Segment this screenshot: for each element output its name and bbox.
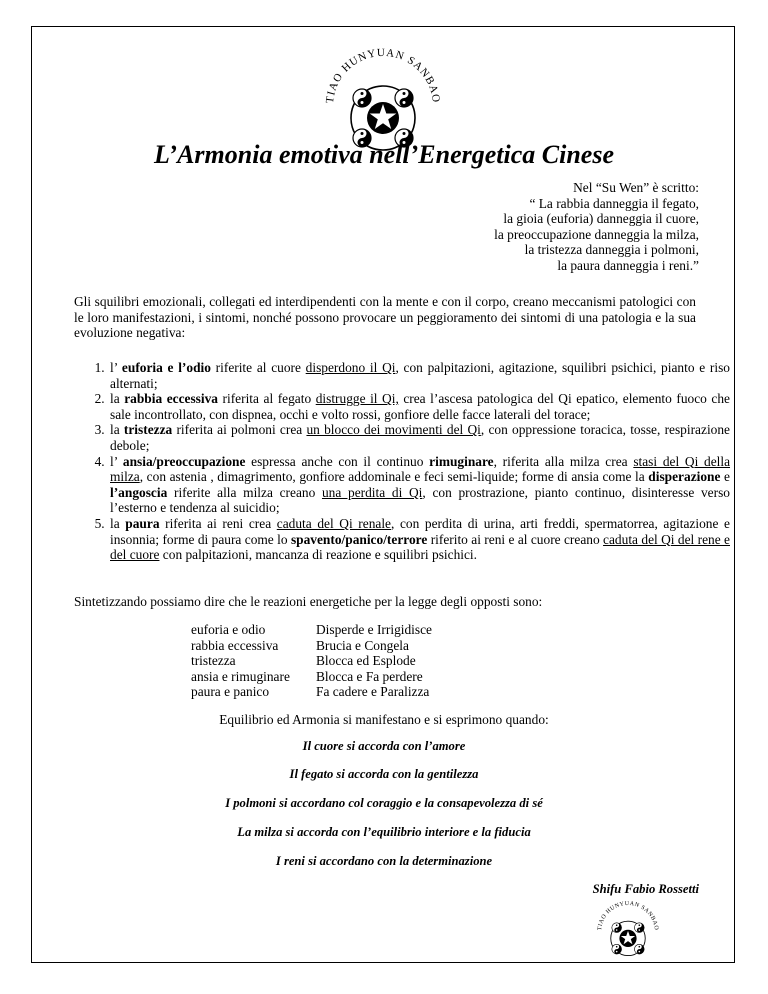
qi-effect: un blocco dei movimenti del Qi (306, 422, 481, 438)
table-row (191, 669, 432, 685)
maxim-heart: Il cuore si accorda con l’amore (302, 739, 466, 753)
quote-line: la paura danneggia i reni.” (557, 257, 699, 273)
list-text: la (110, 422, 124, 438)
emotion-term: disperazione (648, 469, 721, 485)
list-text: , con astenia , dimagrimento, gonfiore addominale e feci semi-liquide; forme di ansia come la (139, 469, 649, 485)
emotion-cell: euforia e odio (191, 622, 266, 637)
logo-text-path: TIAO HUNYUAN SANBAO (323, 46, 443, 104)
list-text: crea l’ascesa patologica del Qi epatico, elemento fuoco che sale incontrollato, con dispnea, occhi e volto rossi, gonfiore delle facce laterali del torace; (110, 391, 730, 422)
maxim-liver: Il fegato si accorda con la gentilezza (289, 767, 479, 781)
qi-effect: caduta del Qi del rene e del cuore (110, 531, 730, 563)
opposites-table (191, 622, 432, 700)
effect-cell: Blocca ed Esplode (316, 653, 416, 669)
emotion-term: ansia/preoccupazione (122, 453, 246, 469)
maxim-spleen: La milza si accorda con l’equilibrio interiore e la fiducia (237, 825, 531, 839)
emotion-cell: rabbia eccessiva (191, 637, 279, 653)
maxim-lungs: I polmoni si accordano col coraggio e la consapevolezza di sé (225, 796, 543, 810)
qi-effect: una perdita di Qi (321, 484, 423, 500)
emotion-term: tristezza (123, 422, 173, 438)
list-text: riferite al cuore (210, 360, 306, 375)
list-text: la (110, 391, 125, 407)
quote-line: “ La rabbia danneggia il fegato, (529, 195, 699, 211)
effect-cell: Brucia e Congela (316, 637, 409, 653)
logo-text-path-small: TIAO HUNYUAN SANBAO (597, 900, 659, 931)
emotion-term: rabbia eccessiva (124, 391, 218, 407)
table-row (191, 653, 432, 669)
school-logo (318, 36, 448, 154)
yin-yang-icon (395, 89, 413, 107)
list-text: l’ (110, 360, 122, 375)
su-wen-quote (494, 180, 699, 274)
effect-cell: Blocca e Fa perdere (316, 668, 423, 684)
list-item (108, 454, 730, 516)
quote-line: la gioia (euforia) danneggia il cuore, (503, 211, 699, 227)
list-item (108, 516, 730, 563)
intro-paragraph: Gli squilibri emozionali, collegati ed interdipendenti con la mente e con il corpo, creano meccanismi patologici con le loro manifestazioni, i sintomi, nonché possono provocare un peggioramento dei sintomi di una patologia e la sua evoluzione negativa: (74, 294, 696, 341)
maxim-kidneys: I reni si accordano con la determinazione (275, 854, 493, 868)
table-row (191, 684, 432, 700)
emotion-term: l’angoscia (110, 484, 168, 500)
quote-line: la tristezza danneggia i polmoni, (524, 242, 699, 258)
qi-effect: distrugge il Qi, (315, 391, 399, 407)
list-text: espressa anche con il continuo (245, 453, 430, 469)
emotion-term: rimuginare (429, 453, 494, 469)
yin-yang-icon (634, 923, 644, 933)
quote-line: Nel “Su Wen” è scritto: (573, 180, 699, 195)
emotion-cell: tristezza (191, 653, 236, 669)
list-text: la (110, 515, 126, 531)
table-row (191, 638, 432, 654)
emotion-effects-list (74, 360, 730, 563)
effect-cell: Fa cadere e Paralizza (316, 684, 430, 700)
emotion-term: spavento/panico/terrore (290, 531, 428, 547)
list-text: , con prostrazione, pianto continuo, disinteresse verso l’esterno e tendenza al suicidio; (110, 484, 730, 516)
yin-yang-icon (634, 944, 644, 954)
list-text: , con palpitazioni, agitazione, squilibri psichici, pianto e riso alternati; (110, 360, 730, 391)
list-text: , con perdita di urina, arti freddi, spermatorrea, agitazione e insonnia; forme di paura come lo (110, 515, 730, 547)
list-text: riferite alla milza creano (167, 484, 322, 500)
quote-line: la preoccupazione danneggia la milza, (494, 226, 699, 242)
list-text: riferito ai reni e al cuore creano (427, 531, 604, 547)
list-text: con palpitazioni, mancanza di reazione e squilibri psichici. (159, 547, 477, 563)
list-text: e (720, 469, 730, 485)
school-logo-small (593, 894, 663, 958)
yin-yang-icon (353, 89, 371, 107)
summary-paragraph: Sintetizzando possiamo dire che le reazioni energetiche per la legge degli opposti sono: (74, 594, 543, 609)
list-text: riferita ai polmoni crea (172, 422, 307, 438)
list-item (108, 391, 730, 422)
emotion-term: euforia e l’odio (121, 360, 211, 375)
list-item (108, 360, 730, 391)
list-text: riferita ai reni crea (159, 515, 277, 531)
page-title: L’Armonia emotiva nell’Energetica Cinese (153, 140, 615, 169)
list-text: , con oppressione toracica, tosse, respirazione debole; (110, 422, 730, 453)
qi-effect: disperdono il Qi (305, 360, 396, 375)
effect-cell: Disperde e Irrigidisce (316, 622, 433, 637)
list-item (108, 422, 730, 453)
emotion-cell: paura e panico (191, 684, 270, 700)
list-text: riferita al fegato (218, 391, 316, 407)
signature: Shifu Fabio Rossetti (592, 882, 699, 896)
qi-effect: stasi del Qi della milza (110, 453, 731, 485)
table-row (191, 622, 432, 638)
emotion-cell: ansia e rimuginare (191, 668, 290, 684)
emotion-term: paura (125, 515, 160, 531)
yin-yang-icon (612, 923, 622, 933)
list-text: l’ (110, 453, 123, 469)
list-text: , riferita alla milza crea (493, 453, 634, 469)
qi-effect: caduta del Qi renale (276, 515, 391, 531)
yin-yang-icon (612, 944, 622, 954)
equilibrium-line: Equilibrio ed Armonia si manifestano e si esprimono quando: (219, 712, 549, 727)
